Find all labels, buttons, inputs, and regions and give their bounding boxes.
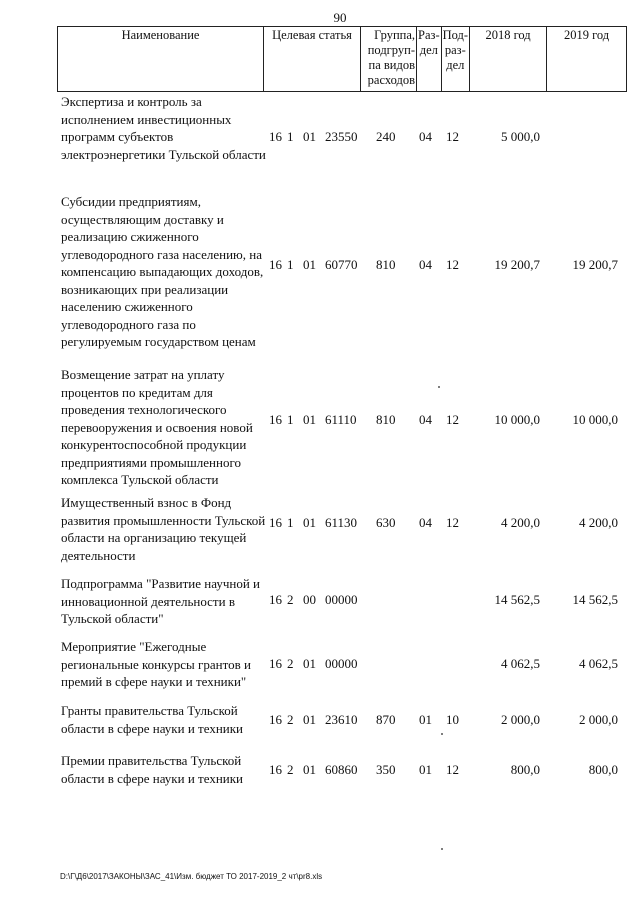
code-direction: 60860 — [325, 762, 358, 777]
row-name: Гранты правительства Тульской области в сфере науки и техники — [61, 703, 243, 736]
section: 04 — [419, 129, 432, 144]
table-row — [57, 752, 625, 792]
header-group: Группа, подгруп-па видов расходов — [361, 27, 417, 92]
code-event: 01 — [303, 656, 316, 671]
code-direction: 00000 — [325, 592, 358, 607]
amount-2018: 4 200,0 — [501, 515, 540, 530]
code-program: 16 — [269, 515, 282, 530]
table-row — [57, 193, 625, 349]
code-program: 16 — [269, 592, 282, 607]
page-number: 90 — [333, 10, 347, 25]
code-event: 01 — [303, 129, 316, 144]
row-name: Имущественный взнос в Фонд развития промышленности Тульской области на организацию текущей деятельности — [61, 495, 266, 563]
section: 01 — [419, 762, 432, 777]
code-subprogram: 1 — [287, 257, 294, 272]
amount-2019: 14 562,5 — [572, 592, 618, 607]
row-name: Премии правительства Тульской области в сфере науки и техники — [61, 753, 243, 786]
table-row — [57, 638, 625, 693]
amount-2018: 5 000,0 — [501, 129, 540, 144]
code-program: 16 — [269, 129, 282, 144]
amount-2019: 19 200,7 — [572, 257, 618, 272]
amount-2018: 800,0 — [510, 762, 540, 777]
expense-group: 350 — [376, 762, 396, 777]
amount-2018: 19 200,7 — [494, 257, 540, 272]
header-2018: 2018 год — [470, 27, 547, 92]
subsection: 12 — [446, 129, 459, 144]
subsection: 12 — [446, 515, 459, 530]
header-section: Раз-дел — [417, 27, 442, 92]
code-program: 16 — [269, 656, 282, 671]
code-program: 16 — [269, 712, 282, 727]
amount-2019: 4 200,0 — [579, 515, 618, 530]
code-subprogram: 2 — [287, 592, 294, 607]
scan-speck — [441, 848, 443, 850]
amount-2019: 4 062,5 — [579, 656, 618, 671]
amount-2018: 4 062,5 — [501, 656, 540, 671]
section: 01 — [419, 712, 432, 727]
code-direction: 60770 — [325, 257, 358, 272]
code-subprogram: 2 — [287, 712, 294, 727]
subsection: 12 — [446, 412, 459, 427]
header-name: Наименование — [58, 27, 264, 92]
table-row — [57, 494, 625, 566]
header-target: Целевая статья — [264, 27, 361, 92]
amount-2018: 2 000,0 — [501, 712, 540, 727]
code-event: 01 — [303, 515, 316, 530]
code-event: 01 — [303, 257, 316, 272]
code-program: 16 — [269, 257, 282, 272]
row-name: Подпрограмма "Развитие научной и инновационной деятельности в Тульской области" — [61, 576, 260, 626]
code-program: 16 — [269, 412, 282, 427]
code-subprogram: 1 — [287, 412, 294, 427]
row-name: Субсидии предприятиям, осуществляющим доставку и реализацию сжиженного углеводородного газа населению, на компенсацию выпадающих доходов, возникающих при реализации населению сжиженного углеводородного газа по регулируемым государством ценам — [61, 194, 264, 349]
expense-group: 870 — [376, 712, 396, 727]
header-subsection: Под-раз-дел — [441, 27, 469, 92]
amount-2019: 2 000,0 — [579, 712, 618, 727]
code-subprogram: 2 — [287, 656, 294, 671]
code-event: 00 — [303, 592, 316, 607]
code-direction: 23550 — [325, 129, 358, 144]
subsection: 12 — [446, 762, 459, 777]
scan-speck — [441, 733, 443, 735]
table-row — [57, 575, 625, 630]
subsection: 10 — [446, 712, 459, 727]
expense-group: 810 — [376, 412, 396, 427]
file-path-footer: D:\Г\Д6\2017\ЗАКОНЫ\ЗАС_41\Изм. бюджет ТО 2017-2019_2 чт\pr8.xls — [60, 872, 323, 881]
row-name: Возмещение затрат на уплату процентов по кредитам для проведения технологического перевооружения и освоения новой конкурентоспособной продукции предприятиями промышленного комплекса Тульской области — [61, 367, 253, 487]
amount-2018: 10 000,0 — [494, 412, 540, 427]
code-event: 01 — [303, 712, 316, 727]
section: 04 — [419, 412, 432, 427]
code-subprogram: 2 — [287, 762, 294, 777]
code-direction: 00000 — [325, 656, 358, 671]
header-2019: 2019 год — [547, 27, 627, 92]
table-row — [57, 93, 625, 183]
expense-group: 630 — [376, 515, 396, 530]
amount-2019: 10 000,0 — [572, 412, 618, 427]
table-row — [57, 702, 625, 742]
scan-speck — [438, 386, 440, 388]
code-event: 01 — [303, 412, 316, 427]
amount-2018: 14 562,5 — [494, 592, 540, 607]
code-direction: 23610 — [325, 712, 358, 727]
code-subprogram: 1 — [287, 515, 294, 530]
expense-group: 240 — [376, 129, 396, 144]
code-event: 01 — [303, 762, 316, 777]
section: 04 — [419, 257, 432, 272]
code-subprogram: 1 — [287, 129, 294, 144]
section: 04 — [419, 515, 432, 530]
amount-2019: 800,0 — [588, 762, 618, 777]
row-name: Мероприятие "Ежегодные региональные конкурсы грантов и премий в сфере науки и техники" — [61, 639, 251, 689]
expense-group: 810 — [376, 257, 396, 272]
code-direction: 61130 — [325, 515, 358, 530]
row-name: Экспертиза и контроль за исполнением инвестиционных программ субъектов электроэнергетики Тульской области — [61, 94, 266, 162]
table-row — [57, 366, 625, 487]
table-header — [57, 26, 627, 92]
subsection: 12 — [446, 257, 459, 272]
code-program: 16 — [269, 762, 282, 777]
code-direction: 61110 — [325, 412, 357, 427]
